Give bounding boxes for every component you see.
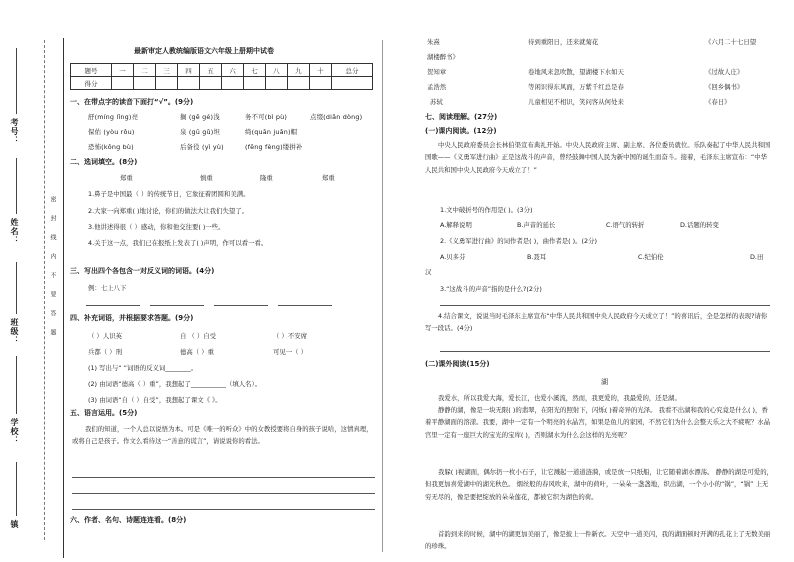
score-header-cell: 七 [243, 64, 265, 77]
label-xuexiao: 学校： [10, 418, 19, 445]
sub-question[interactable]: (2) 由词语“德高（ ）重”，我想起了___________（填人名）。 [88, 380, 262, 388]
pinyin-item[interactable]: 务不可(bì pù) [245, 113, 288, 121]
idiom-item[interactable]: 德高（ ）重 [180, 348, 214, 356]
score-header-cell: 二 [134, 64, 156, 77]
section-5-text: 我们的知道，一个人总以说悟为本。可是《唯一的听众》中的女教授要将自身的孩子说哈，这情真理，或将自己是孩子。作文么看待这一“善意的谎言”，请说说你的看法。 [72, 425, 373, 446]
q1-option[interactable]: D.话题的转变 [680, 221, 719, 229]
score-header-cell: 一 [112, 64, 134, 77]
idiom-item[interactable]: 自 （ ）自受 [180, 332, 217, 340]
fill-sentence[interactable]: 4.关于这一点，我们已在报纸上发表了( )声明，作可以看一看。 [88, 239, 268, 247]
match-title[interactable]: 《回乡偶书》 [705, 83, 744, 91]
question-3: 3.“这战斗的声音”指的是什么?(2分) [440, 285, 542, 293]
question-2: 2.《义勇军进行曲》的词作者是( )，曲作者是( )。(2分) [440, 237, 597, 245]
idiom-item[interactable]: （ ）不安席 [273, 332, 307, 340]
score-header-cell: 四 [178, 64, 200, 77]
word-option: 慎重 [200, 174, 213, 182]
q2-option[interactable]: B.聂耳 [527, 253, 547, 261]
score-cell[interactable] [265, 77, 287, 90]
sub-question[interactable]: (3) 由词语“自（ ）自受”，我想起了课文《 》。 [88, 396, 222, 404]
match-author[interactable]: 苏轼 [430, 98, 443, 106]
answer-line[interactable] [72, 493, 375, 494]
score-cell[interactable] [199, 77, 221, 90]
match-title[interactable]: 《过故人庄》 [705, 68, 744, 76]
score-value-row [71, 77, 373, 90]
xuexiao-blank[interactable] [16, 356, 17, 414]
q2-option[interactable]: C.纪伯伦 [638, 253, 664, 261]
score-cell[interactable] [287, 77, 309, 90]
match-author[interactable]: 贺知章 [427, 68, 447, 76]
zhen-blank[interactable] [16, 462, 17, 516]
q1-option[interactable]: A.解释说明 [440, 221, 472, 229]
story-paragraph: 我爱水，所以我爱大海，爱长江，也爱小溪流，然而，我更爱的，我最爱的，还是湖。 [438, 394, 681, 402]
example-text: 例：七上八下 [88, 284, 127, 292]
word-option: 隆重 [260, 174, 273, 182]
pinyin-item[interactable]: 后备役 (yì yù) [180, 143, 224, 151]
story-paragraph: 静静的湖，像是一块无限( )的翡翠，在阳光的照射下，闪烁( )着奇异的光泽。 我看不出湖和我的心究竟是什么( )，香着平静湖面的溶漾。我要，湖中一定有一个明亮的水晶宫，如果是鱼儿的家园，不然它们为什么会整天乐之大不疲呢？水晶宫里一定有一座巨大的宝光的宝库( )，否则湖水为什么会这样的光亮呢？ [425, 406, 771, 439]
inclass-reading-heading: (一)课内阅读。(12分) [425, 127, 497, 135]
section-6-heading: 六、作者、名句、诗题连连看。(8分) [70, 516, 187, 524]
q2-option-tail: 汉 [425, 268, 432, 276]
score-header-cell: 总分 [331, 64, 372, 77]
answer-blank[interactable] [214, 305, 268, 306]
score-header-cell: 十 [309, 64, 331, 77]
score-header-cell: 九 [287, 64, 309, 77]
story-paragraph: 首韵到来的时候，湖中的湖更加美丽了，像是披上一件新衣。天空中一道美闪，我的湖面顿时开满的孔花上了无数美丽的珍珠。 [425, 530, 771, 551]
margin-border [63, 38, 64, 558]
xingming-blank[interactable] [16, 158, 17, 214]
story-title: 湖 [601, 378, 608, 386]
section-2-heading: 二、选词填空。(8分) [70, 158, 138, 166]
pinyin-item[interactable]: 舒(míng lǐng)亮 [88, 113, 139, 121]
fill-sentence[interactable]: 2.大家一向郑重( )地讨论，你们的做法大让我们失望了。 [88, 207, 249, 215]
section-1-heading: 一、在带点字的读音下面打“√”。(9分) [70, 98, 194, 106]
word-option: 郑重 [120, 174, 133, 182]
match-line[interactable]: 卷地风来忽吹散，望湖楼下水如天 [528, 68, 624, 76]
match-line[interactable]: 儿童相见不相识，笑问客从何处来 [528, 98, 624, 106]
section-3-heading: 三、写出四个各包含一对反义词的词语。(4分) [70, 267, 215, 275]
score-cell[interactable] [178, 77, 200, 90]
score-cell[interactable] [112, 77, 134, 90]
pinyin-item[interactable]: 保佑 (yòu rǒu) [88, 128, 135, 136]
score-table [70, 63, 373, 90]
match-author[interactable]: 孟浩然 [427, 83, 447, 91]
pinyin-item[interactable]: 恐怖(kǒng bù) [88, 143, 134, 151]
pinyin-item[interactable]: (fěng fèng)缕拼补 [245, 143, 303, 151]
fill-sentence[interactable]: 1.鼻子是中国最（ ）的传统节日，它象征着团圆和美满。 [88, 190, 250, 198]
answer-blank[interactable] [86, 305, 140, 306]
answer-line[interactable] [72, 477, 375, 478]
section-5-heading: 五、语言运用。(5分) [70, 409, 138, 417]
label-kaohao: 考号： [10, 118, 19, 145]
q2-option[interactable]: A.贝多芬 [440, 253, 466, 261]
answer-line[interactable] [440, 305, 770, 306]
kaohao-blank[interactable] [16, 48, 17, 114]
page-divider [382, 40, 383, 552]
banji-blank[interactable] [16, 262, 17, 314]
match-title-continued: 湖楼醉书》 [427, 53, 459, 61]
score-header-row [71, 64, 373, 77]
q2-option[interactable]: D.田 [750, 253, 764, 261]
seal-dashed-line [44, 40, 45, 540]
label-zhen: 镇 [10, 520, 19, 529]
label-banji: 班级： [10, 318, 19, 345]
score-cell[interactable] [156, 77, 178, 90]
score-header-cell: 六 [221, 64, 243, 77]
answer-blank[interactable] [278, 305, 332, 306]
match-author[interactable]: 朱熹 [427, 38, 440, 46]
score-cell[interactable] [243, 77, 265, 90]
idiom-item[interactable]: （ ）人识英 [88, 332, 122, 340]
pinyin-item[interactable]: 绮(quān juǎn)帽 [245, 128, 298, 136]
idiom-item[interactable]: 兵都（ ）刑 [88, 348, 122, 356]
score-row-label: 得分 [71, 77, 112, 90]
score-header-cell: 三 [156, 64, 178, 77]
seal-text: 密封线内不要答题 [49, 196, 56, 348]
answer-line[interactable] [440, 351, 770, 352]
answer-blank[interactable] [150, 305, 204, 306]
match-line[interactable]: 等闲识得东风面，万紫千红总是春 [528, 83, 624, 91]
inclass-passage: 中央人民政府委员会长林伯渠宣布典礼开始。中央人民政府主席、副主席、各位委员就位。乐队奏起了中华人民共和国国歌——《义勇军进行曲》正是这战斗的声音，曾经鼓舞中国人民为新中国的诞生而奋斗。接着，毛泽东主席宣布：“中华人民共和国中央人民政府今天成立了！” [425, 141, 771, 174]
idiom-item[interactable]: 可见一（ ） [273, 348, 307, 356]
story-paragraph: 我躲( )视湖面，偶尔扔一枚小石子，让它溅起一道道涟漪，或是放一只纸船，让它随着湖水漂荡。 静静的湖是可爱的，但我更加喜爱湖中的湖光秋色。 烟丝般的春风吹来，湖中的荷叶，一朵朵一盏盏地，织出湖，一个小小的“锅”，“锅” 上无穷无尽的，像是要把绽放的朵朵莲花，都被它织为湖色的荷。 [425, 468, 773, 501]
score-header-cell: 八 [265, 64, 287, 77]
label-xingming: 姓名： [10, 218, 19, 245]
score-cell[interactable] [221, 77, 243, 90]
pinyin-item[interactable]: 点缀(diǎn dòng) [310, 113, 363, 121]
answer-line[interactable] [72, 509, 375, 510]
page-title: 最新审定人教统编版语文六年级上册期中试卷 [134, 47, 274, 55]
pinyin-item[interactable]: 搁 (gē gé)浅 [180, 113, 220, 121]
score-cell[interactable] [309, 77, 331, 90]
q1-option[interactable]: C.语气的转折 [606, 221, 645, 229]
q1-option[interactable]: B.声音的延长 [517, 221, 556, 229]
question-4: 4.结合课文，说说当时毛泽东主席宣布“中华人民共和国中央人民政府今天成立了！”的喜讯后，全是怎样的表现?请你写一段话。(4分) [425, 312, 768, 333]
score-header-cell: 题号 [71, 64, 112, 77]
sub-question[interactable]: (1) 写出与“ ”词语的反义词________。 [88, 364, 198, 372]
score-header-cell: 五 [199, 64, 221, 77]
outside-reading-heading: (二)课外阅读(15分) [425, 360, 490, 368]
question-1: 1.文中破折号的作用是( )。(3分) [440, 206, 533, 214]
match-line[interactable]: 待到重阳日，还来就菊花 [528, 38, 599, 46]
section-4-heading: 四、补充词语，并根据要求答题。(9分) [70, 314, 194, 322]
match-title[interactable]: 《六月二十七日望 [705, 38, 757, 46]
section-7-heading: 七、阅读理解。(27分) [425, 113, 498, 121]
pinyin-item[interactable]: 泉 (gū gǔ)坦 [180, 128, 221, 136]
score-cell[interactable] [134, 77, 156, 90]
word-option: 郑重 [322, 174, 335, 182]
match-title[interactable]: 《春日》 [705, 98, 731, 106]
score-cell[interactable] [331, 77, 372, 90]
fill-sentence[interactable]: 3.他讲述得很（ ）感动，你和他交往要( )一些。 [88, 223, 225, 231]
